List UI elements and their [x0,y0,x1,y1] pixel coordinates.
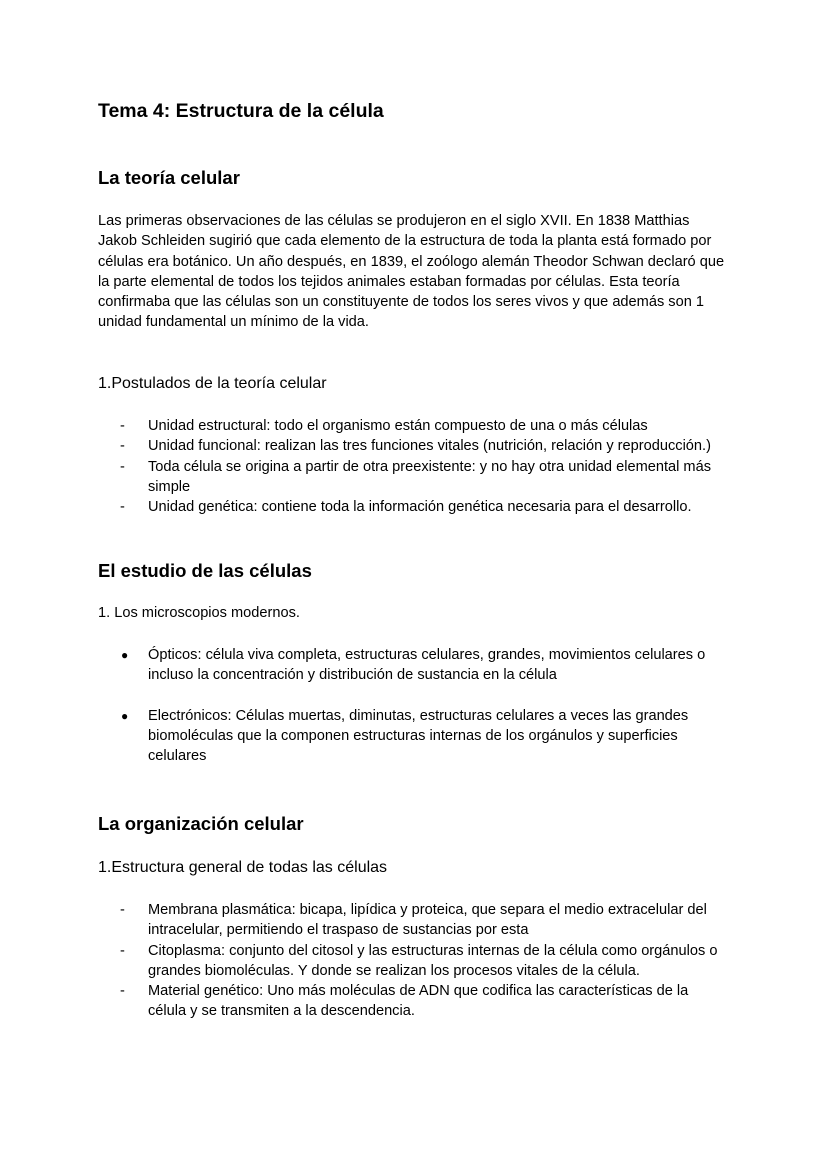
dash-marker: - [120,942,125,959]
dash-marker: - [120,438,125,455]
list-item [98,416,728,436]
subheading-microscopios: 1. Los microscopios modernos. [98,605,300,621]
list-item [98,645,728,686]
list-item [98,706,728,767]
list-item-text: Electrónicos: Células muertas, diminutas, estructuras celulares a veces las grandes biomoléculas que la componen estructuras internas de los orgánulos y superficies celulares [148,707,689,765]
dash-marker: - [120,499,125,516]
list-item-text: Unidad estructural: todo el organismo están compuesto de una o más células [148,418,648,434]
list-item-text: Material genético: Uno más moléculas de ADN que codifica las características de la célula y se transmiten a la descendencia. [148,983,689,1020]
list-item-text: Ópticos: célula viva completa, estructuras celulares, grandes, movimientos celulares o incluso la concentración y distribución de sustancia en la célula [148,647,706,684]
list-item-text: Membrana plasmática: bicapa, lipídica y proteica, que separa el medio extracelular del intracelular, permitiendo el traspaso de sustancias por esta [148,902,707,939]
list-item-text: Unidad funcional: realizan las tres funciones vitales (nutrición, relación y reproducción.) [148,438,711,455]
document-title: Tema 4: Estructura de la célula [98,100,384,122]
list-item [98,457,728,498]
list-item [98,436,728,456]
subheading-estructura-general: 1.Estructura general de todas las células [98,859,388,876]
subheading-postulados: 1.Postulados de la teoría celular [98,375,327,392]
section-heading-teoria-celular: La teoría celular [98,167,240,188]
list-item-text: Toda célula se origina a partir de otra preexistente: y no hay otra unidad elemental más simple [148,458,711,495]
list-item-text: Citoplasma: conjunto del citosol y las estructuras internas de la célula como orgánulos o grandes biomoléculas. Y donde se realizan los procesos vitales de la célula. [148,942,718,979]
paragraph-teoria-celular: Las primeras observaciones de las células se produjeron en el siglo XVII. En 1838 Matthias Jakob Schleiden sugirió que cada elemento de la estructura de toda la planta está formado por células era botánico. Un año después, en 1839, el zoólogo alemán Theodor Schwan declaró que la parte elemental de todos los tejidos animales estaban formadas por células. Esta teoría confirmaba que las células son un constituyente de todos los seres vivos y que además son 1 unidad fundamental un mínimo de la vida. [98,213,725,331]
estructura-general-list [98,900,728,1022]
dash-marker: - [120,418,125,434]
bullet-marker: ● [121,648,129,662]
dash-marker: - [120,983,125,1000]
dash-marker: - [120,458,125,475]
section-heading-organizacion-celular: La organización celular [98,813,304,834]
bullet-marker: ● [121,708,129,723]
postulados-list [98,416,728,517]
section-heading-estudio-celulas: El estudio de las células [98,560,312,581]
list-item-text: Unidad genética: contiene toda la información genética necesaria para el desarrollo. [148,499,692,516]
list-item [98,941,728,982]
microscopios-list [98,645,728,766]
list-item [98,981,728,1022]
dash-marker: - [120,902,125,918]
list-item [98,900,728,941]
list-item [98,497,728,517]
